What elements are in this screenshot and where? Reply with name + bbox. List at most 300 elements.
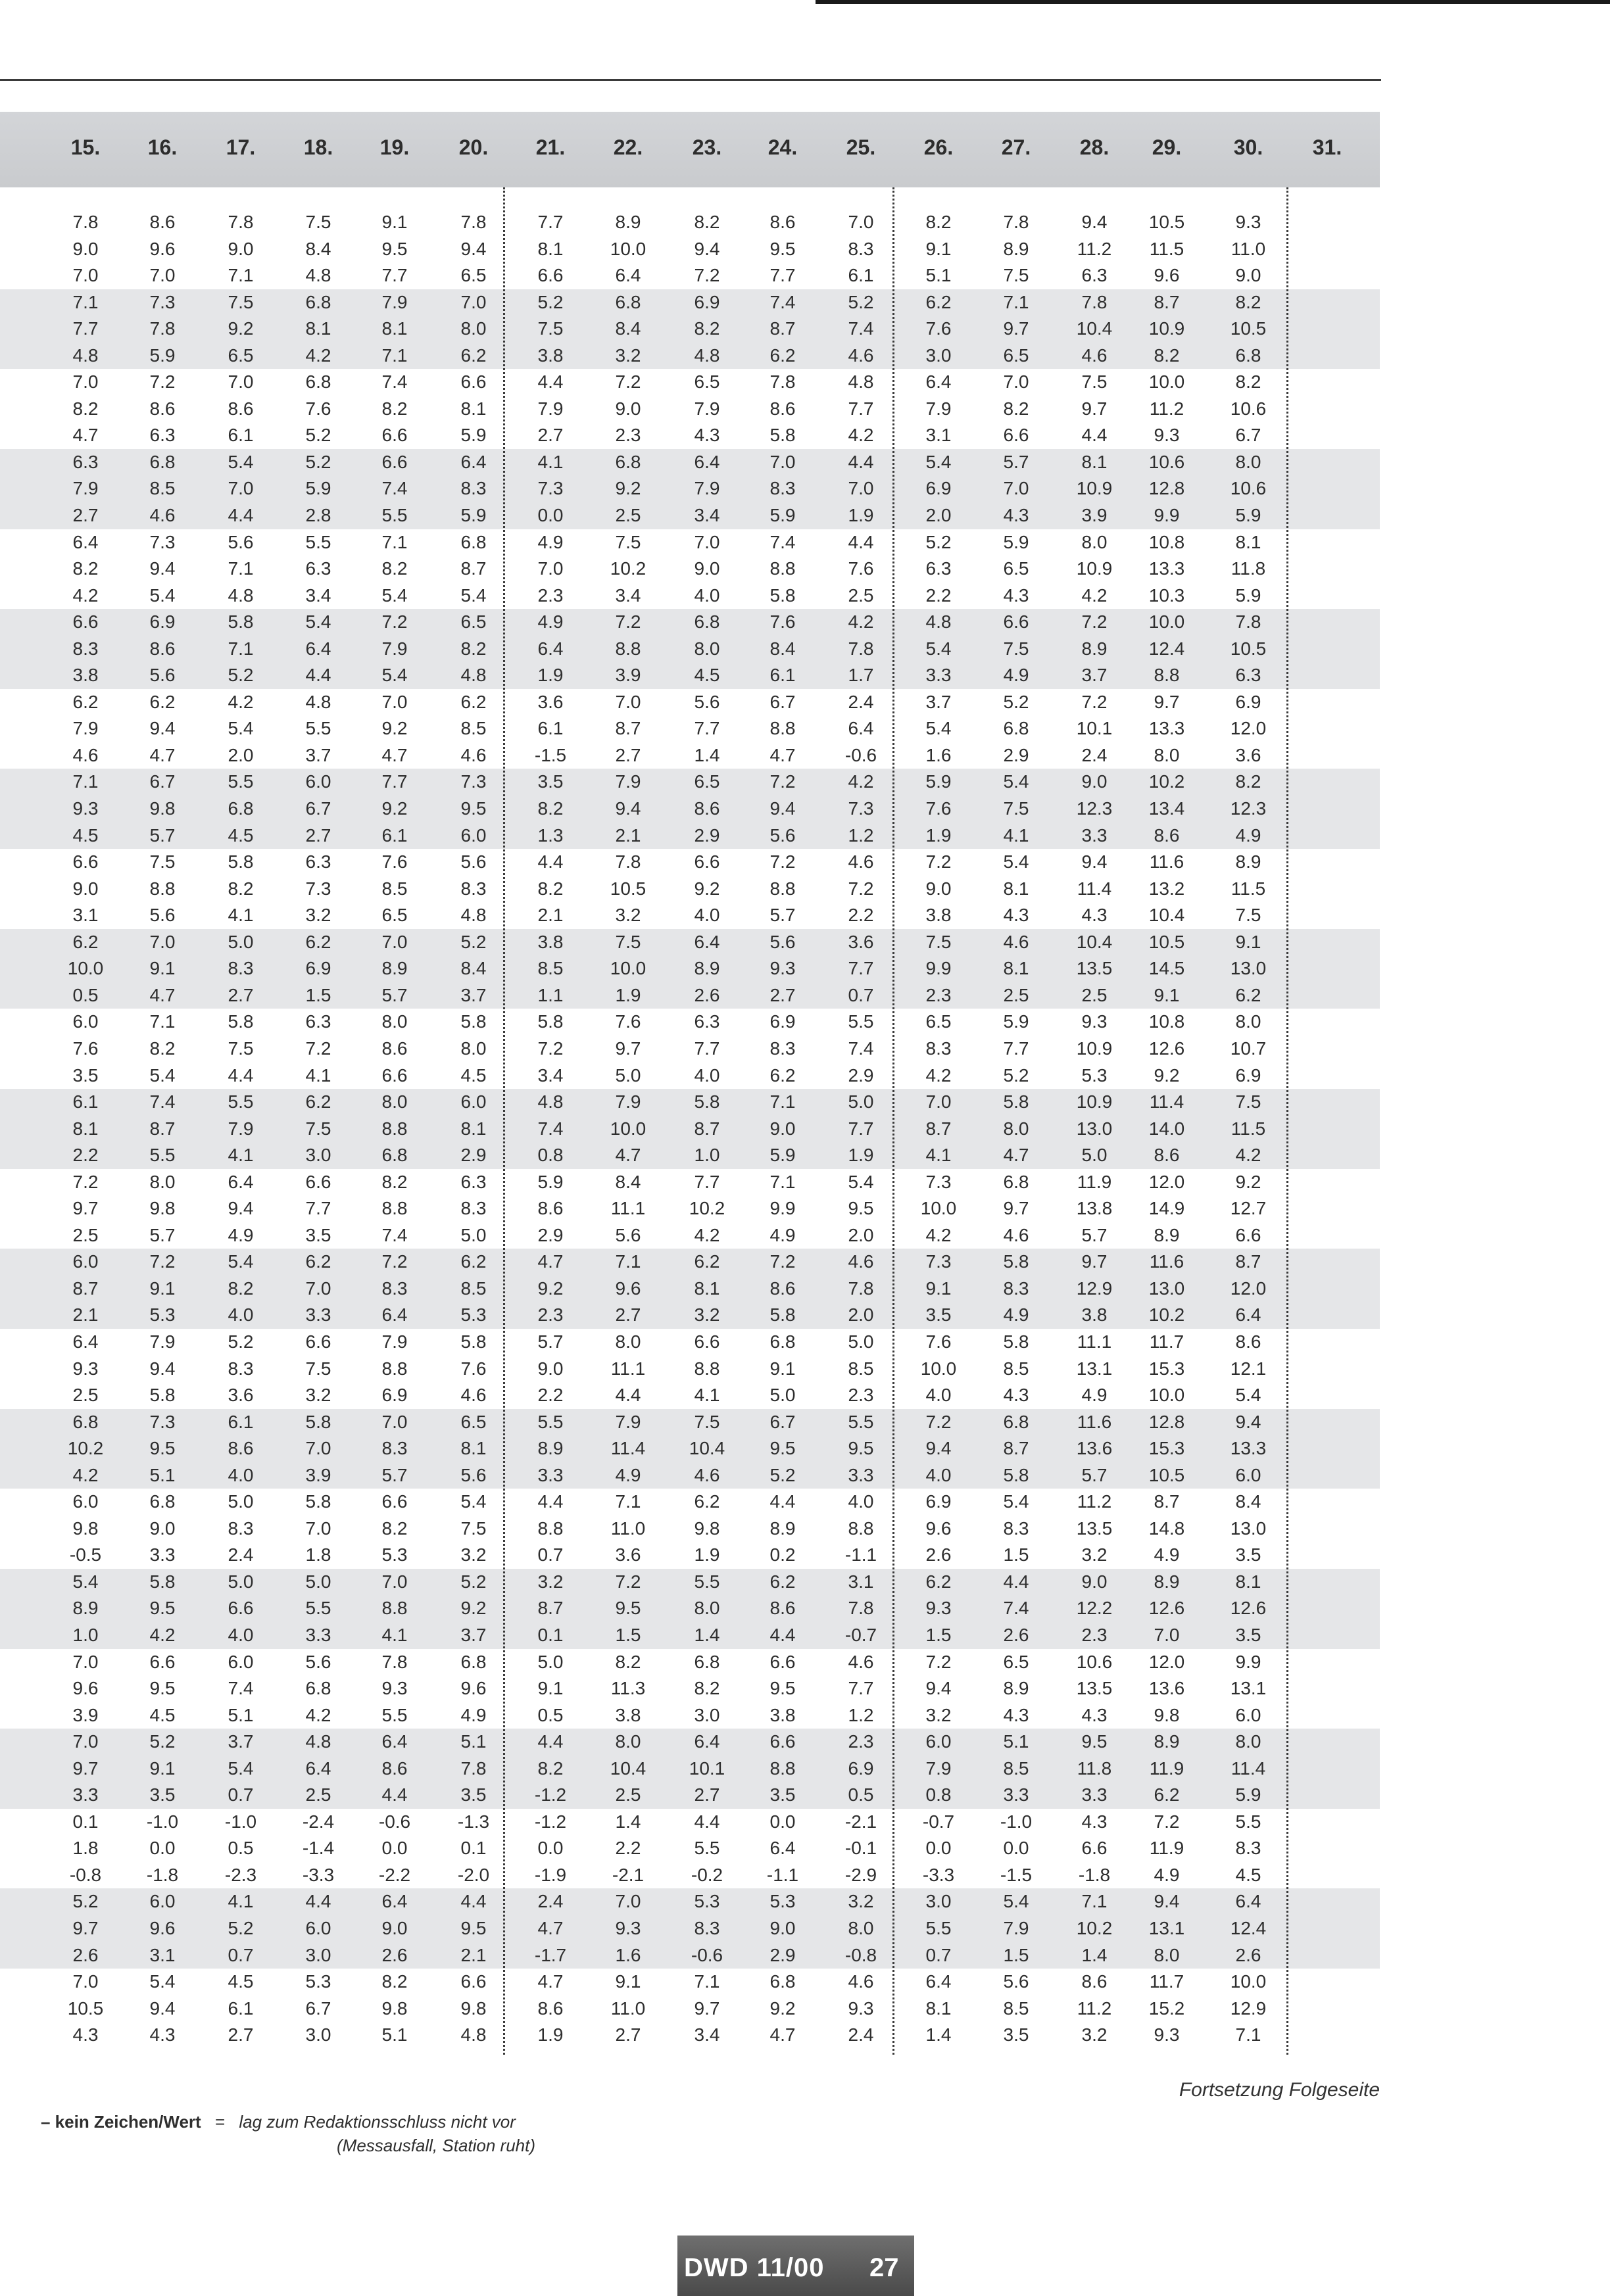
table-cell: 7.0 (537, 558, 564, 579)
table-cell: 5.7 (769, 905, 796, 926)
table-cell: 7.5 (1235, 1091, 1261, 1112)
table-cell: 6.8 (1003, 1411, 1029, 1432)
table-cell: 7.1 (1003, 291, 1029, 312)
table-cell: 4.3 (694, 425, 720, 446)
table-cell: 4.4 (460, 1891, 487, 1912)
table-cell: 2.5 (1003, 984, 1029, 1005)
table-cell: 5.4 (1235, 1385, 1261, 1406)
table-cell: 6.2 (769, 345, 796, 366)
table-cell: 5.6 (460, 1464, 487, 1485)
table-cell: 9.3 (1154, 2024, 1180, 2045)
table-cell: 8.5 (460, 1278, 487, 1299)
table-cell: 0.7 (925, 1944, 952, 1965)
table-row (0, 609, 1380, 636)
table-cell: 4.0 (925, 1464, 952, 1485)
table-cell: 6.9 (1235, 691, 1261, 712)
table-cell: 1.4 (925, 2024, 952, 2045)
table-cell: -0.8 (69, 1864, 102, 1885)
table-cell: 6.9 (925, 1491, 952, 1512)
table-cell: 4.8 (925, 611, 952, 633)
table-cell: 9.0 (537, 1358, 564, 1379)
table-row (0, 902, 1380, 929)
table-cell: 7.3 (925, 1171, 952, 1192)
table-cell: 7.7 (1003, 1038, 1029, 1059)
table-cell: 2.2 (848, 905, 874, 926)
table-cell: 2.5 (615, 1784, 641, 1806)
table-cell: 8.1 (694, 1278, 720, 1299)
table-cell: 4.6 (460, 1385, 487, 1406)
table-cell: 10.4 (689, 1438, 725, 1459)
table-cell: 13.6 (1148, 1678, 1185, 1699)
table-row (0, 529, 1380, 556)
table-cell: 0.1 (72, 1811, 99, 1832)
table-cell: 4.7 (537, 1918, 564, 1938)
table-cell: 8.5 (460, 718, 487, 739)
table-cell: 1.5 (305, 984, 331, 1005)
table-cell: 8.8 (769, 1758, 796, 1779)
table-cell: 6.2 (925, 1571, 952, 1592)
table-cell: 8.8 (381, 1358, 408, 1379)
table-cell: 9.2 (381, 718, 408, 739)
table-cell: 7.0 (381, 1571, 408, 1592)
table-cell: 8.7 (769, 318, 796, 339)
table-cell: 13.0 (1230, 1518, 1267, 1539)
table-cell: 5.6 (228, 531, 254, 552)
table-cell: 5.8 (460, 1011, 487, 1032)
table-cell: 12.0 (1230, 1278, 1267, 1299)
table-cell: 7.0 (72, 1971, 99, 1992)
table-cell: 9.3 (615, 1918, 641, 1938)
day-header-25: 25. (846, 135, 876, 159)
table-cell: 7.0 (72, 265, 99, 286)
table-cell: 0.1 (537, 1624, 564, 1645)
table-cell: 4.1 (228, 1891, 254, 1912)
table-cell: 2.6 (1003, 1624, 1029, 1645)
table-cell: 2.3 (537, 1304, 564, 1326)
table-cell: 5.6 (460, 851, 487, 873)
table-cell: 4.2 (1235, 1145, 1261, 1166)
table-cell: 6.6 (149, 1651, 176, 1672)
table-cell: 2.3 (537, 585, 564, 606)
table-cell: 9.0 (72, 238, 99, 259)
table-cell: 7.8 (1081, 291, 1108, 312)
table-cell: 0.0 (925, 1838, 952, 1859)
table-cell: 5.2 (149, 1731, 176, 1752)
table-cell: 6.1 (848, 265, 874, 286)
table-cell: 6.6 (769, 1731, 796, 1752)
table-cell: 10.0 (610, 958, 646, 979)
table-cell: 9.4 (1154, 1891, 1180, 1912)
table-cell: 9.6 (925, 1518, 952, 1539)
table-cell: 6.6 (769, 1651, 796, 1672)
table-cell: 5.7 (1003, 451, 1029, 472)
table-cell: 8.7 (1003, 1438, 1029, 1459)
table-cell: 8.9 (1154, 1571, 1180, 1592)
table-cell: 4.4 (537, 1491, 564, 1512)
table-cell: -2.2 (378, 1864, 411, 1885)
table-cell: 9.3 (1154, 425, 1180, 446)
table-cell: 7.8 (460, 212, 487, 232)
table-cell: 9.7 (615, 1038, 641, 1059)
table-cell: 5.0 (537, 1651, 564, 1672)
table-cell: 4.8 (305, 1731, 331, 1752)
table-row (0, 343, 1380, 370)
table-cell: 3.1 (848, 1571, 874, 1592)
table-row (0, 2022, 1380, 2049)
table-cell: 4.3 (1003, 505, 1029, 526)
table-cell: 4.8 (694, 345, 720, 366)
table-cell: 2.8 (305, 505, 331, 526)
table-cell: 6.2 (1235, 984, 1261, 1005)
table-row (0, 796, 1380, 823)
table-cell: 6.2 (769, 1064, 796, 1086)
table-cell: 9.3 (381, 1678, 408, 1699)
table-cell: 7.0 (72, 1731, 99, 1752)
table-cell: 6.4 (305, 1758, 331, 1779)
table-cell: 6.8 (460, 531, 487, 552)
table-cell: 3.0 (694, 1704, 720, 1725)
table-cell: 5.2 (1003, 691, 1029, 712)
table-cell: 5.4 (149, 1064, 176, 1086)
table-cell: 6.2 (1154, 1784, 1180, 1806)
table-cell: 7.9 (615, 771, 641, 792)
table-cell: 3.5 (769, 1784, 796, 1806)
table-cell: 2.2 (615, 1838, 641, 1859)
table-cell: 6.0 (460, 825, 487, 846)
table-cell: 10.0 (67, 958, 104, 979)
table-cell: 8.3 (769, 1038, 796, 1059)
table-cell: 9.2 (381, 798, 408, 819)
table-cell: 0.5 (72, 984, 99, 1005)
table-cell: 13.6 (1076, 1438, 1113, 1459)
table-cell: 6.0 (72, 1251, 99, 1272)
table-cell: 6.0 (149, 1891, 176, 1912)
table-cell: 6.0 (1235, 1704, 1261, 1725)
table-cell: 3.7 (228, 1731, 254, 1752)
table-cell: 4.4 (381, 1784, 408, 1806)
table-cell: 8.3 (72, 638, 99, 659)
table-cell: 7.9 (615, 1411, 641, 1432)
table-cell: 6.5 (228, 345, 254, 366)
table-cell: 6.2 (305, 931, 331, 952)
table-row (0, 849, 1380, 876)
table-cell: 2.4 (537, 1891, 564, 1912)
table-cell: 6.5 (1003, 558, 1029, 579)
table-cell: 11.9 (1149, 1838, 1184, 1859)
table-cell: 7.5 (228, 291, 254, 312)
table-cell: 5.0 (769, 1385, 796, 1406)
table-cell: 7.2 (769, 851, 796, 873)
table-cell: 8.8 (848, 1518, 874, 1539)
table-cell: 1.8 (305, 1544, 331, 1566)
table-cell: 8.3 (925, 1038, 952, 1059)
table-cell: 6.8 (769, 1971, 796, 1992)
table-row (0, 289, 1380, 316)
table-cell: 8.0 (1235, 1731, 1261, 1752)
table-cell: 8.4 (615, 318, 641, 339)
table-cell: 7.2 (1081, 691, 1108, 712)
table-cell: 8.6 (769, 398, 796, 419)
table-cell: 4.0 (694, 585, 720, 606)
table-cell: 6.4 (381, 1731, 408, 1752)
table-cell: 0.1 (460, 1838, 487, 1859)
table-cell: 4.8 (848, 371, 874, 393)
day-header-30: 30. (1233, 135, 1263, 159)
table-cell: 5.0 (228, 1491, 254, 1512)
table-cell: 7.1 (72, 771, 99, 792)
table-cell: 8.4 (615, 1171, 641, 1192)
table-cell: 9.2 (769, 1997, 796, 2019)
table-cell: 10.9 (1148, 318, 1185, 339)
table-cell: 4.4 (228, 1064, 254, 1086)
table-cell: 7.2 (615, 371, 641, 393)
table-cell: 6.4 (72, 531, 99, 552)
table-cell: 5.7 (537, 1331, 564, 1352)
table-cell: 4.5 (228, 825, 254, 846)
table-cell: 3.4 (305, 585, 331, 606)
table-cell: 8.5 (1003, 1758, 1029, 1779)
table-cell: 8.7 (1154, 291, 1180, 312)
table-cell: 4.3 (1003, 585, 1029, 606)
table-cell: 5.3 (694, 1891, 720, 1912)
table-cell: 4.6 (848, 851, 874, 873)
table-cell: 4.2 (848, 771, 874, 792)
table-cell: -0.6 (691, 1944, 723, 1965)
table-cell: 8.5 (1003, 1358, 1029, 1379)
table-cell: 7.0 (381, 1411, 408, 1432)
table-cell: 2.5 (1081, 984, 1108, 1005)
table-cell: 12.7 (1230, 1198, 1267, 1219)
table-cell: 4.7 (72, 425, 99, 446)
table-cell: 9.4 (1081, 851, 1108, 873)
table-cell: 5.7 (149, 825, 176, 846)
table-cell: 8.9 (381, 958, 408, 979)
table-cell: 9.8 (381, 1997, 408, 2019)
table-cell: 7.2 (848, 878, 874, 899)
table-cell: 5.2 (925, 531, 952, 552)
table-cell: 12.0 (1148, 1651, 1185, 1672)
table-cell: 2.2 (537, 1385, 564, 1406)
table-cell: 4.7 (381, 744, 408, 765)
table-cell: 8.2 (460, 638, 487, 659)
table-cell: 12.3 (1230, 798, 1267, 819)
table-cell: 8.6 (149, 638, 176, 659)
table-cell: 9.8 (149, 798, 176, 819)
table-cell: 8.7 (694, 1118, 720, 1139)
table-cell: 8.6 (769, 1598, 796, 1619)
table-cell: 7.9 (1003, 1918, 1029, 1938)
table-cell: 6.3 (305, 558, 331, 579)
table-cell: 7.1 (1081, 1891, 1108, 1912)
table-cell: 5.4 (925, 718, 952, 739)
table-cell: 2.7 (615, 2024, 641, 2045)
table-cell: 3.3 (1081, 1784, 1108, 1806)
table-cell: 9.7 (1003, 1198, 1029, 1219)
table-cell: 8.9 (1003, 1678, 1029, 1699)
table-cell: 4.8 (460, 2024, 487, 2045)
table-cell: 5.3 (460, 1304, 487, 1326)
table-cell: 0.0 (769, 1811, 796, 1832)
table-cell: 5.8 (228, 851, 254, 873)
table-cell: 10.5 (610, 878, 646, 899)
table-cell: 3.4 (694, 2024, 720, 2045)
table-cell: 7.3 (925, 1251, 952, 1272)
table-cell: 9.0 (1081, 771, 1108, 792)
table-cell: 8.9 (1081, 638, 1108, 659)
table-cell: 7.8 (381, 1651, 408, 1672)
table-cell: 6.0 (305, 1918, 331, 1938)
table-row (0, 823, 1380, 849)
table-cell: 4.0 (694, 905, 720, 926)
table-cell: 5.4 (1003, 771, 1029, 792)
table-cell: 8.0 (381, 1091, 408, 1112)
table-cell: 10.0 (610, 1118, 646, 1139)
table-cell: 2.0 (925, 505, 952, 526)
table-cell: 8.7 (537, 1598, 564, 1619)
table-cell: 5.6 (149, 665, 176, 686)
table-row (0, 1516, 1380, 1543)
table-cell: 8.2 (72, 558, 99, 579)
table-cell: 8.2 (1235, 291, 1261, 312)
table-cell: 10.5 (1230, 318, 1267, 339)
table-row (0, 1036, 1380, 1063)
table-cell: 7.2 (925, 1651, 952, 1672)
table-cell: 9.7 (694, 1997, 720, 2019)
table-cell: 8.8 (149, 878, 176, 899)
table-cell: 7.8 (615, 851, 641, 873)
table-cell: 6.0 (305, 771, 331, 792)
table-cell: 7.1 (615, 1491, 641, 1512)
table-cell: 9.4 (615, 798, 641, 819)
table-cell: 7.1 (381, 345, 408, 366)
table-cell: 4.6 (848, 1651, 874, 1672)
table-cell: 11.5 (1231, 878, 1266, 899)
table-cell: 11.7 (1149, 1331, 1184, 1352)
table-cell: 5.4 (228, 718, 254, 739)
table-cell: 5.0 (228, 1571, 254, 1592)
table-cell: 4.1 (694, 1385, 720, 1406)
table-cell: 8.7 (1154, 1491, 1180, 1512)
table-cell: 0.8 (925, 1784, 952, 1806)
table-cell: 4.8 (537, 1091, 564, 1112)
table-cell: 4.5 (460, 1064, 487, 1086)
table-cell: 5.8 (537, 1011, 564, 1032)
table-cell: 7.0 (925, 1091, 952, 1112)
table-cell: 6.9 (381, 1385, 408, 1406)
table-cell: 9.2 (1235, 1171, 1261, 1192)
table-cell: 5.9 (1235, 505, 1261, 526)
table-cell: 6.4 (925, 371, 952, 393)
table-cell: 7.7 (694, 1171, 720, 1192)
table-cell: 9.5 (848, 1438, 874, 1459)
table-cell: 6.9 (769, 1011, 796, 1032)
table-cell: 9.0 (72, 878, 99, 899)
table-cell: 5.5 (1235, 1811, 1261, 1832)
table-cell: 8.2 (381, 1971, 408, 1992)
table-cell: 8.1 (1235, 1571, 1261, 1592)
table-cell: 7.5 (228, 1038, 254, 1059)
table-cell: 8.6 (1154, 825, 1180, 846)
table-cell: 12.8 (1148, 1411, 1185, 1432)
table-cell: 7.9 (228, 1118, 254, 1139)
table-cell: 14.0 (1148, 1118, 1185, 1139)
table-cell: 9.3 (769, 958, 796, 979)
table-cell: 4.7 (769, 744, 796, 765)
table-cell: 5.2 (460, 931, 487, 952)
table-row (0, 236, 1380, 263)
table-cell: 4.7 (537, 1971, 564, 1992)
table-cell: 7.7 (848, 958, 874, 979)
table-cell: 8.6 (149, 212, 176, 232)
table-cell: 5.2 (228, 1331, 254, 1352)
table-cell: 7.1 (228, 265, 254, 286)
table-cell: 9.9 (925, 958, 952, 979)
table-row (0, 1462, 1380, 1489)
footer-page-number: 27 (869, 2253, 899, 2282)
table-cell: 8.8 (769, 558, 796, 579)
table-cell: 7.6 (769, 611, 796, 633)
table-cell: 8.2 (381, 1518, 408, 1539)
table-cell: -1.5 (1000, 1864, 1033, 1885)
table-cell: 5.8 (460, 1331, 487, 1352)
table-cell: 7.1 (228, 558, 254, 579)
table-cell: 7.0 (381, 691, 408, 712)
table-cell: 9.1 (149, 958, 176, 979)
table-cell: 3.3 (1003, 1784, 1029, 1806)
table-cell: 3.2 (1081, 2024, 1108, 2045)
table-cell: 4.2 (228, 691, 254, 712)
table-cell: 7.0 (615, 691, 641, 712)
table-cell: 0.0 (1003, 1838, 1029, 1859)
table-cell: 0.0 (537, 1838, 564, 1859)
table-cell: 8.1 (1003, 958, 1029, 979)
table-cell: 10.0 (610, 238, 646, 259)
table-cell: 1.5 (615, 1624, 641, 1645)
table-cell: 8.2 (381, 1171, 408, 1192)
table-cell: 8.6 (381, 1038, 408, 1059)
table-cell: 3.5 (1235, 1624, 1261, 1645)
table-cell: 6.6 (381, 451, 408, 472)
table-cell: 6.8 (694, 611, 720, 633)
table-row (0, 475, 1380, 502)
table-cell: 4.8 (460, 905, 487, 926)
table-cell: 3.2 (615, 345, 641, 366)
table-cell: 8.8 (769, 878, 796, 899)
table-cell: 5.7 (149, 1224, 176, 1245)
table-cell: 5.9 (1003, 1011, 1029, 1032)
table-cell: 4.6 (694, 1464, 720, 1485)
table-cell: 8.8 (381, 1118, 408, 1139)
table-cell: 9.9 (1154, 505, 1180, 526)
table-cell: 7.0 (72, 371, 99, 393)
table-cell: 4.5 (72, 825, 99, 846)
table-cell: 8.7 (615, 718, 641, 739)
table-cell: 8.8 (694, 1358, 720, 1379)
table-row (0, 876, 1380, 903)
table-cell: 7.4 (381, 371, 408, 393)
table-cell: 7.0 (848, 478, 874, 499)
table-cell: 11.4 (1149, 1091, 1184, 1112)
table-cell: 7.4 (381, 478, 408, 499)
table-cell: 5.2 (72, 1891, 99, 1912)
table-cell: 4.0 (925, 1385, 952, 1406)
table-cell: 8.3 (228, 1518, 254, 1539)
table-cell: 10.5 (1230, 638, 1267, 659)
table-cell: 3.0 (925, 345, 952, 366)
day-header-29: 29. (1152, 135, 1182, 159)
table-cell: 9.7 (1154, 691, 1180, 712)
table-cell: 9.0 (228, 238, 254, 259)
